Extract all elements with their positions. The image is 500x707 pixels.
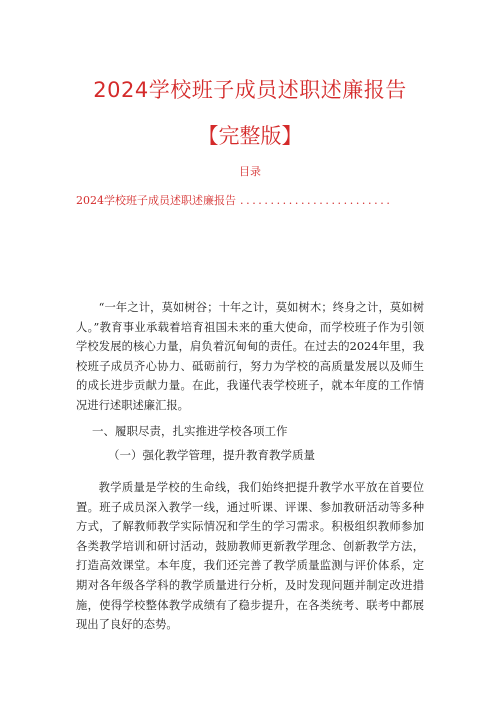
intro-paragraph: “一年之计，莫如树谷；十年之计，莫如树木；终身之计，莫如树人。”教育事业承载着培育祖国未来的重大使命，而学校班子作为引领学校发展的核心力量，肩负着沉甸甸的责任。在过去的2024年里，我校班子成员齐心协力、砥砺前行，努力为学校的高质量发展以及师生的成长进步贡献力量。在此，我谨代表学校班子，就本年度的工作情况进行述职述廉汇报。 <box>76 301 424 412</box>
toc-entry-text: 2024学校班子成员述职述廉报告 <box>76 194 236 207</box>
subsection-heading: （一）强化教学管理，提升教育教学质量 <box>108 448 315 462</box>
section-heading: 一、履职尽责，扎实推进学校各项工作 <box>92 424 288 438</box>
toc-entry[interactable] <box>76 192 421 208</box>
toc-entry-leader: ......................... <box>240 194 393 207</box>
body-paragraph: 教学质量是学校的生命线，我们始终把提升教学水平放在首要位置。班子成员深入教学一线，通过听课、评课、参加教研活动等多种方式，了解教师教学实际情况和学生的学习需求。积极组织教师参加各类教学培训和研讨活动，鼓励教师更新教学理念、创新教学方法，打造高效课堂。本年度，我们还完善了教学质量监测与评价体系，定期对各年级各学科的教学质量进行分析，及时发现问题并制定改进措施，使得学校整体教学成绩有了稳步提升，在各类统考、联考中都展现出了良好的态势。 <box>76 481 424 632</box>
document-subtitle: 【完整版】 <box>197 124 303 148</box>
toc-heading: 目录 <box>239 165 261 178</box>
document-title: 2024学校班子成员述职述廉报告 <box>93 78 407 102</box>
